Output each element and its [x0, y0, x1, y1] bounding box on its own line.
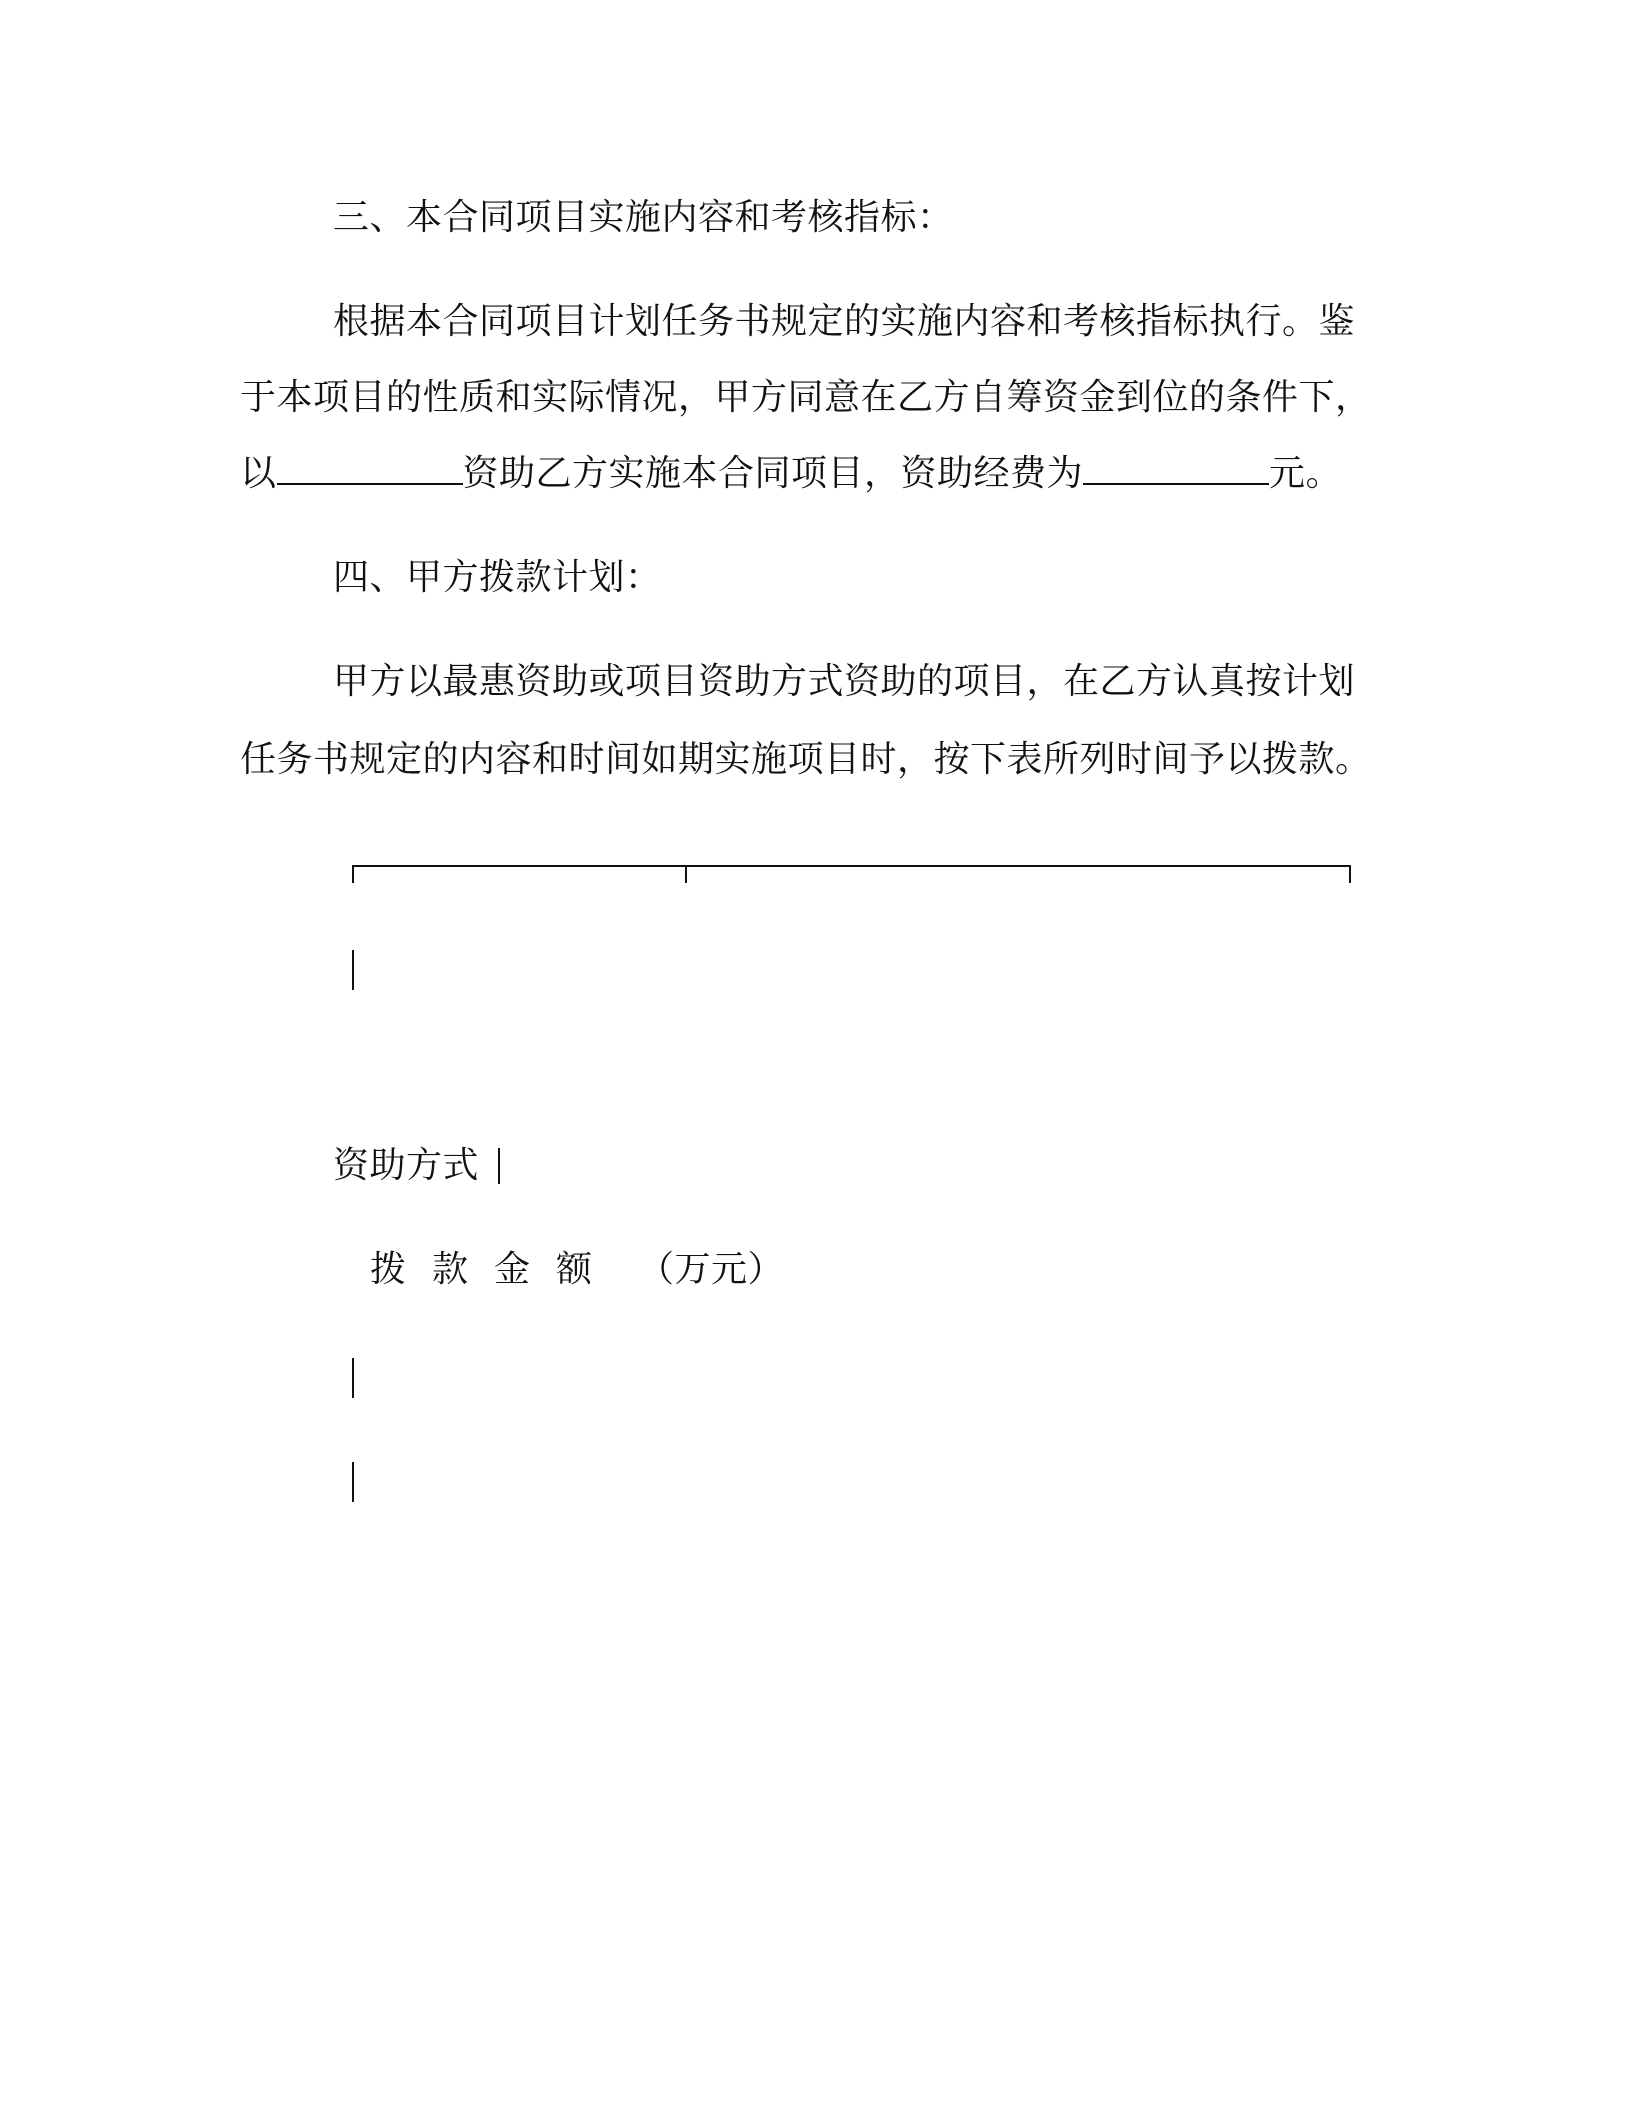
table-left-border-segment-3 — [352, 1462, 354, 1502]
section-4-heading: 四、甲方拨款计划： — [333, 557, 662, 598]
table-left-border-segment-2 — [352, 1358, 354, 1398]
funding-method-label: 资助方式 — [333, 1145, 480, 1186]
table-top-left-tick — [352, 865, 354, 883]
section-3-paragraph-line-2: 于本项目的性质和实际情况，甲方同意在乙方自筹资金到位的条件下， — [240, 377, 1372, 418]
table-top-border — [352, 865, 1351, 867]
section-3-paragraph-line-1: 根据本合同项目计划任务书规定的实施内容和考核指标执行。鉴 — [333, 301, 1356, 342]
text-prefix: 以 — [240, 453, 277, 494]
table-left-border-segment — [352, 950, 354, 990]
amount-label: 拨款金额 — [370, 1249, 619, 1290]
section-4-paragraph-line-1: 甲方以最惠资助或项目资助方式资助的项目，在乙方认真按计划 — [333, 661, 1356, 702]
section-3-paragraph-line-3 — [240, 450, 1342, 498]
section-4-paragraph-line-2: 任务书规定的内容和时间如期实施项目时，按下表所列时间予以拨款。 — [240, 739, 1372, 780]
funding-amount-blank[interactable] — [1083, 453, 1269, 485]
amount-unit: （万元） — [638, 1249, 785, 1290]
text-middle: 资助乙方实施本合同项目，资助经费为 — [462, 453, 1084, 494]
table-column-header-amount — [370, 1246, 784, 1294]
section-3-heading: 三、本合同项目实施内容和考核指标： — [333, 197, 954, 238]
table-top-right-tick — [1349, 865, 1351, 883]
amount-source-blank[interactable] — [277, 453, 463, 485]
table-column-header-funding-method — [333, 1142, 479, 1190]
table-top-middle-tick — [685, 865, 687, 883]
table-column-divider-segment — [498, 1148, 500, 1184]
text-suffix: 元。 — [1269, 453, 1343, 494]
